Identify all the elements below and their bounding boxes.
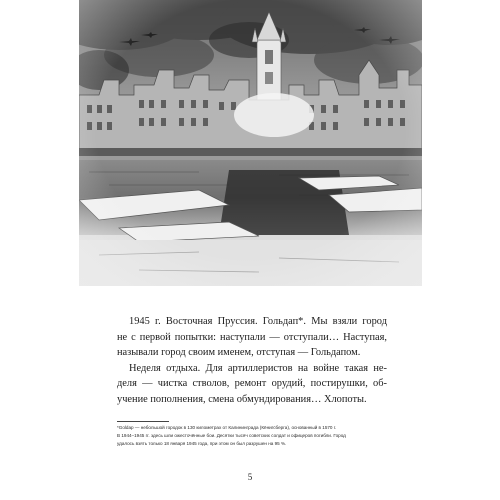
footnote-divider <box>117 421 169 422</box>
text-line: деля — чистка стволов, ремонт орудий, постирушки, об- <box>117 378 387 390</box>
text-line: учение пополнения, смена обмундирования… Хлопоты. <box>117 393 367 405</box>
main-text <box>117 314 387 408</box>
text-line: Неделя отдыха. Для артиллеристов на войне такая не- <box>129 362 387 374</box>
footnote <box>117 424 387 448</box>
war-city-illustration <box>79 0 422 286</box>
footnote-line: *Goldap — небольшой городок в 130 километрах от Калининграда (Кёнигсберга), основанный в 1570 г. <box>117 425 337 430</box>
footnote-line: удалось взять только 18 января 1945 года, при этом он был разрушен на 95 %. <box>117 441 287 446</box>
text-line: называли город своим именем, отступая — Гольдапом. <box>117 347 361 359</box>
text-line: 1945 г. Восточная Пруссия. Гольдап*. Мы взяли город <box>129 316 387 327</box>
page-number: 5 <box>247 472 253 482</box>
text-line: не с первой попытки: наступали — отступали… Наступая, <box>117 331 387 343</box>
ruined-city-watercolor-icon <box>79 0 422 286</box>
footnote-line: В 1944–1945 гг. здесь шли ожесточённые бои. Десятки тысяч советских солдат и офицеров погибли. Город <box>117 433 346 438</box>
